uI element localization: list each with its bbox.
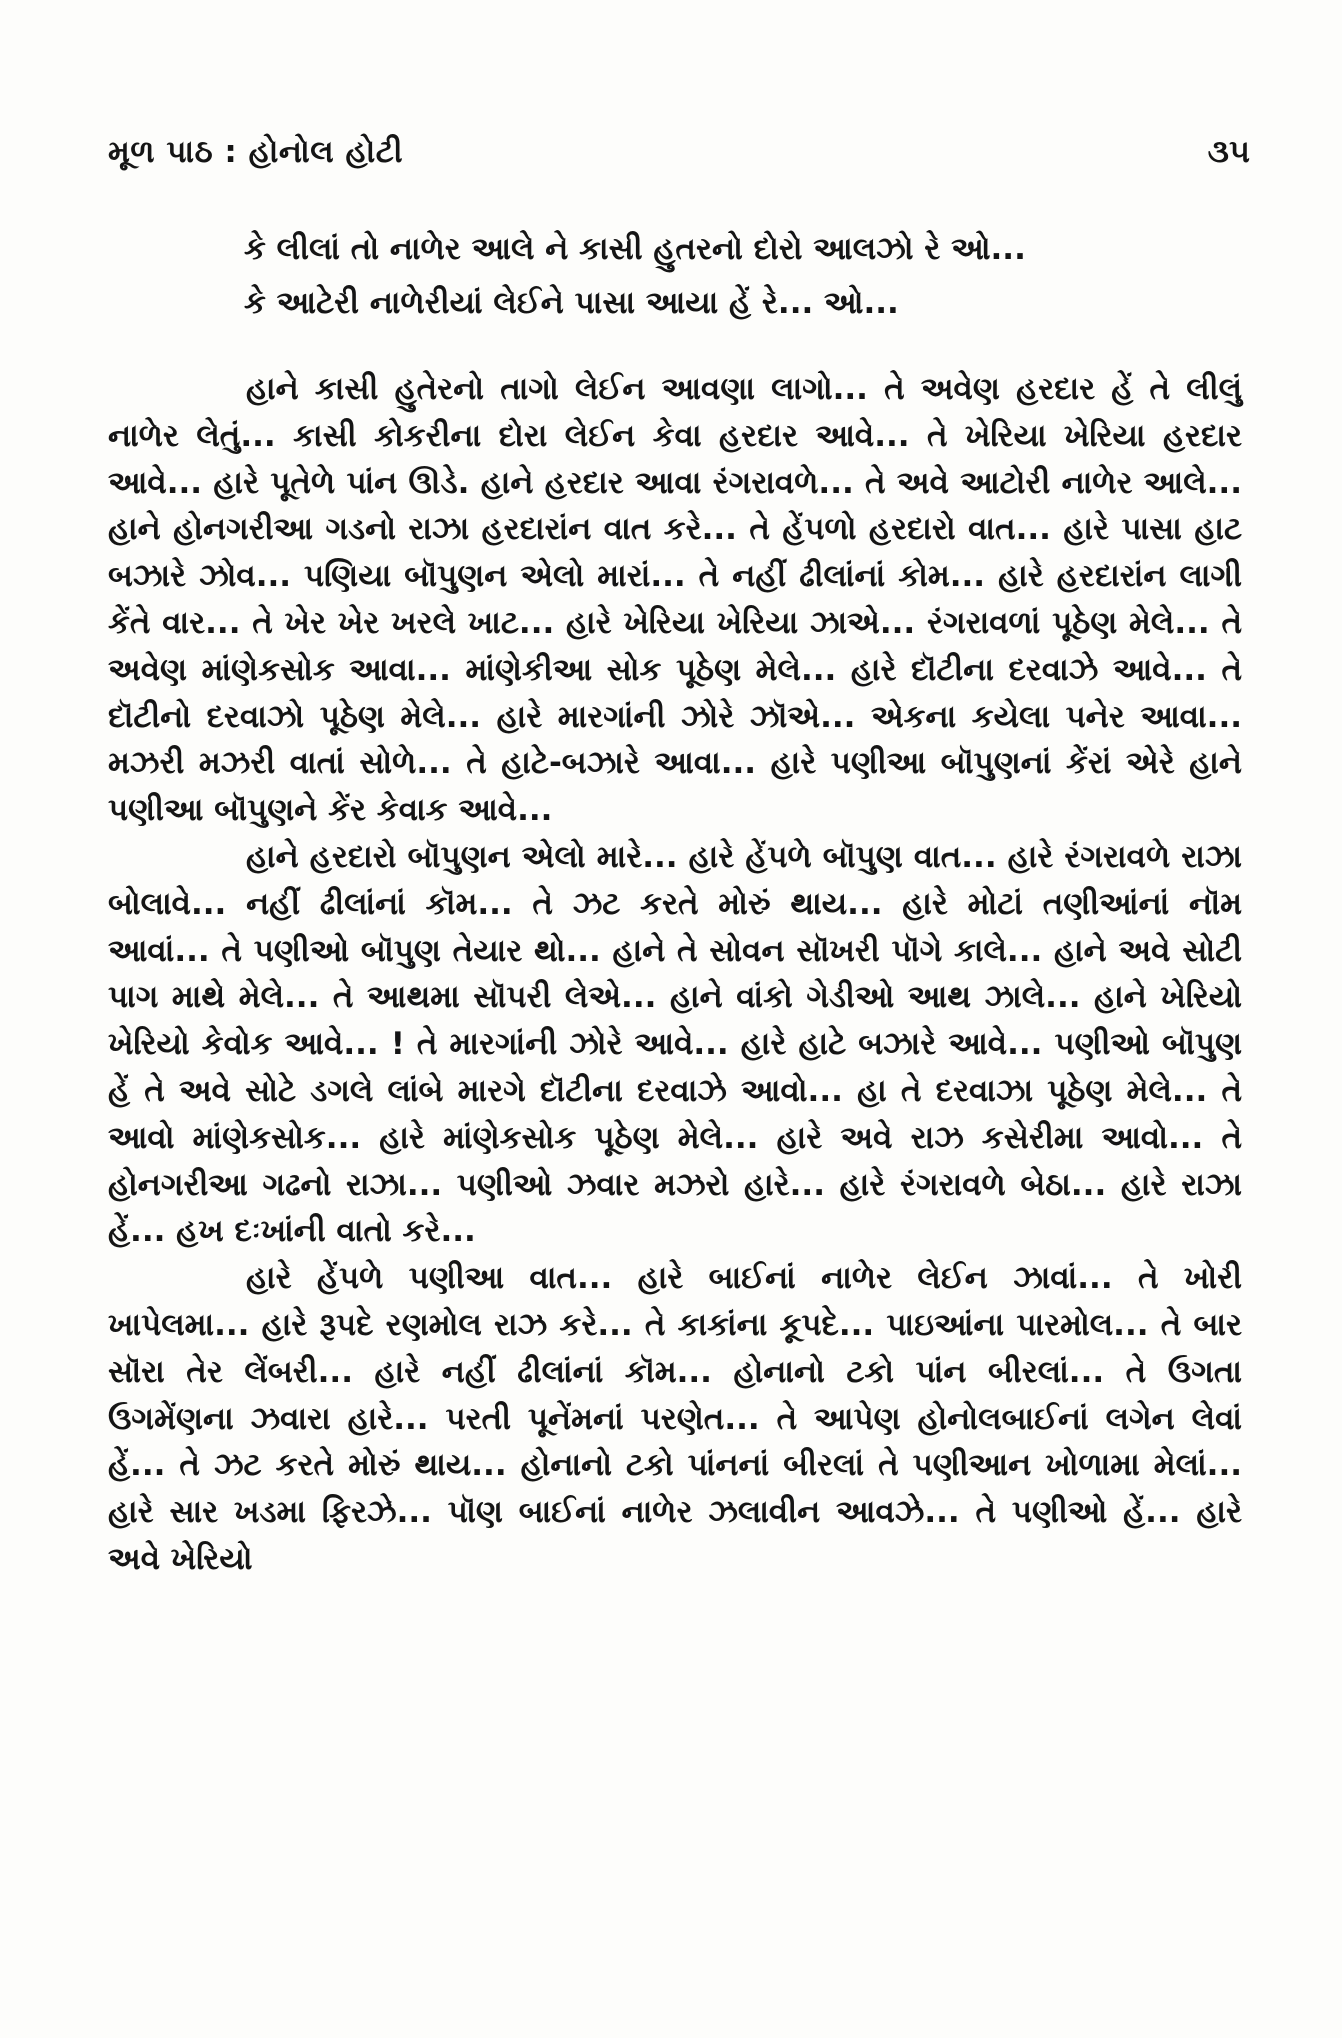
body-text xyxy=(108,366,1242,1583)
verse-line: કે આટેરી નાળેરીયાં લેઈને પાસા આયા હેં રે... ઓ... xyxy=(244,285,899,321)
paragraph: હારે હેંપળે પણીઆ વાત... હારે બાઈનાં નાળેર લેઈન ઝાવાં... તે ખોરી ખાપેલમા... હારે રૂપદે રણમોલ રાઝ કરે... તે કાકાંના કૂપદે... પાઇઆંના પારમોલ... તે બાર સૉરા તેર લેંબરી... હારે નહીં ઢીલાંનાં કૉમ... હોનાનો ટકો પાંન બીરલાં... તે ઉગતા ઉગમેંણના ઝવારા હારે... પરતી પૂનેંમનાં પરણેત... તે આપેણ હોનોલબાઈનાં લગેન લેવાં હેં... તે ઝટ કરતે મોરું થાય... હોનાનો ટકો પાંનનાં બીરલાં તે પણીઆન ખોળામા મેલાં... હારે સાર ખડમા ફિરઝે... પૉણ બાઈનાં નાળેર ઝલાવીન આવઝે... તે પણીઓ હેં... હારે અવે ખેરિયો xyxy=(108,1260,1242,1577)
page-number: ૩૫ xyxy=(1207,132,1250,170)
running-head: મૂળ પાઠ : હોનોલ હોટી xyxy=(108,134,404,170)
verse-block xyxy=(244,222,1232,330)
paragraph: હાને હરદારો બૉપુણન એલો મારે... હારે હેંપળે બૉપુણ વાત... હારે રંગરાવળે રાઝા બોલાવે... નહીં ઢીલાંનાં કૉમ... તે ઝટ કરતે મોરું થાય... હારે મોટાં તણીઆંનાં નૉમ આવાં... તે પણીઓ બૉપુણ તેયાર થો... હાને તે સોવન સૉખરી પૉગે કાલે... હાને અવે સોટી પાગ માથે મેલે... તે આથમા સૉપરી લેએ... હાને વાંકો ગેડીઓ આથ ઝાલે... હાને ખેરિયો ખેરિયો કેવોક આવે... ! તે મારગાંની ઝોરે આવે... હારે હાટે બઝારે આવે... પણીઓ બૉપુણ હેં તે અવે સોટે ડગલે લાંબે મારગે દૉટીના દરવાઝે આવો... હા તે દરવાઝા પૂઠેણ મેલે... તે આવો માંણેકસોક... હારે માંણેકસોક પૂઠેણ મેલે... હારે અવે રાઝ કસેરીમા આવો... તે હોનગરીઆ ગઢનો રાઝા... પણીઓ ઝવાર મઝરો હારે... હારે રંગરાવળે બેઠા... હારે રાઝા હેં... હખ દઃખાંની વાતો કરે... xyxy=(108,838,1242,1250)
paragraph: હાને કાસી હુતેરનો તાગો લેઈન આવણા લાગો... તે અવેણ હરદાર હેં તે લીલું નાળેર લેતું... કાસી કોકરીના દોરા લેઈન કેવા હરદાર આવે... તે ખેરિયા ખેરિયા હરદાર આવે... હારે પૂતેળે પાંન ઊડે. હાને હરદાર આવા રંગરાવળે... તે અવે આટોરી નાળેર આલે... હાને હોનગરીઆ ગડનો રાઝા હરદારાંન વાત કરે... તે હેંપળો હરદારો વાત... હારે પાસા હાટ બઝારે ઝોવ... પણિયા બૉપુણન એલો મારાં... તે નહીં ઢીલાંનાં કોમ... હારે હરદારાંન લાગી કેંતે વાર... તે ખેર ખેર ખરલે ખાટ... હારે ખેરિયા ખેરિયા ઝાએ... રંગરાવળાં પૂઠેણ મેલે... તે અવેણ માંણેકસોક આવા... માંણેકીઆ સોક પૂઠેણ મેલે... હારે દૉટીના દરવાઝે આવે... તે દૉટીનો દરવાઝો પૂઠેણ મેલે... હારે મારગાંની ઝોરે ઝૉએ... એકના કયેલા પનેર આવા... મઝરી મઝરી વાતાં સોળે... તે હાટે-બઝારે આવા... હારે પણીઆ બૉપુણનાં કેંરાં એરે હાને પણીઆ બૉપુણને કેંર કેવાક આવે... xyxy=(108,371,1242,829)
page-header xyxy=(108,132,1250,171)
verse-line: કે લીલાં તો નાળેર આલે ને કાસી હુતરનો દોરો આલઝો રે ઓ... xyxy=(244,231,1026,267)
